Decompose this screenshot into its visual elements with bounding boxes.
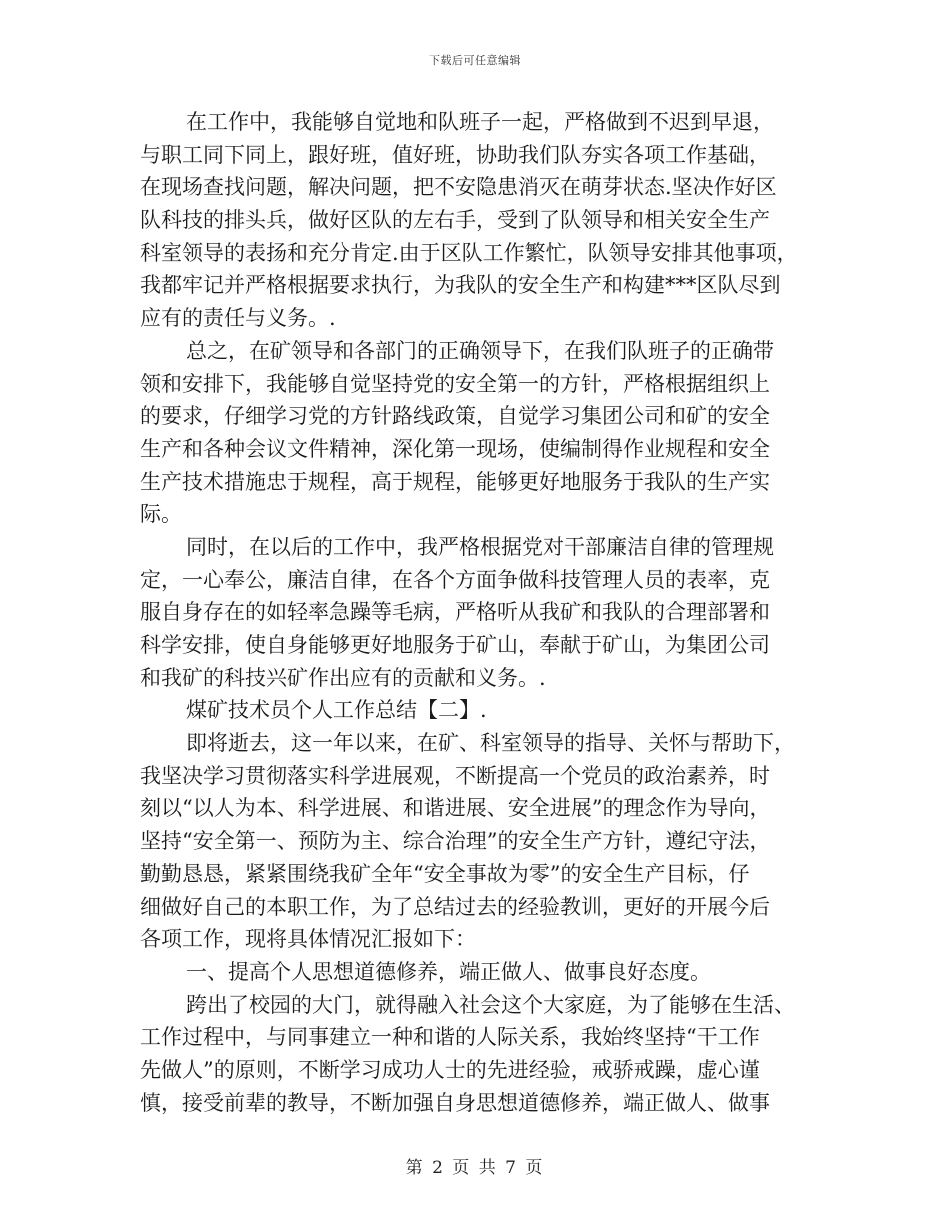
- text-line: 即将逝去，这一年以来，在矿、科室领导的指导、关怀与帮助下，: [186, 731, 795, 756]
- text-line: 坚持“安全第一、预防为主、综合治理”的安全生产方针，遵纪守法，: [140, 829, 771, 854]
- text-line: 慎，接受前辈的教导，不断加强自身思想道德修养，端正做人、做事: [140, 1090, 770, 1115]
- text-line: 先做人”的原则，不断学习成功人士的先进经验，戒骄戒躁，虚心谨: [140, 1057, 760, 1082]
- text-line: 和我矿的科技兴矿作出应有的贡献和义务。.: [140, 665, 546, 690]
- text-line: 刻以“以人为本、科学进展、和谐进展、安全进展”的理念作为导向，: [140, 796, 771, 821]
- text-line: 队科技的排头兵，做好区队的左右手，受到了队领导和相关安全生产: [140, 208, 770, 233]
- text-line: 勤勤恳恳，紧紧围绕我矿全年“安全事故为零”的安全生产目标，仔: [140, 861, 750, 886]
- text-line: 在工作中，我能够自觉地和队班子一起，严格做到不迟到早退，: [186, 110, 774, 134]
- text-line: 的要求，仔细学习党的方针路线政策，自觉学习集团公司和矿的安全: [140, 404, 770, 429]
- text-line: 领和安排下，我能够自觉坚持党的安全第一的方针，严格根据组织上: [140, 371, 770, 396]
- text-line: 生产技术措施忠于规程，高于规程，能够更好地服务于我队的生产实: [140, 469, 770, 494]
- text-line: 定，一心奉公，廉洁自律，在各个方面争做科技管理人员的表率，克: [140, 567, 770, 592]
- text-line: 科室领导的表扬和充分肯定.由于区队工作繁忙，队领导安排其他事项，: [140, 240, 798, 265]
- text-line: 与职工同下同上，跟好班，值好班，协助我们队夯实各项工作基础，: [140, 142, 770, 167]
- text-line: 跨出了校园的大门，就得融入社会这个大家庭，为了能够在生活、: [186, 992, 795, 1017]
- text-line: 我都牢记并严格根据要求执行，为我队的安全生产和构建***区队尽到: [140, 273, 781, 298]
- text-line: 服自身存在的如轻率急躁等毛病，严格听从我矿和我队的合理部署和: [140, 600, 770, 625]
- page-header-note: 下载后可任意编辑: [429, 54, 521, 67]
- text-line: 我坚决学习贯彻落实科学进展观，不断提高一个党员的政治素养，时: [140, 763, 770, 788]
- text-line: 际。: [140, 502, 182, 527]
- text-line: 工作过程中，与同事建立一种和谐的人际关系，我始终坚持“干工作: [140, 1025, 760, 1050]
- page-number-footer: 第 2 页 共 7 页: [405, 1158, 545, 1178]
- text-line: 科学安排，使自身能够更好地服务于矿山，奉献于矿山，为集团公司: [140, 633, 770, 657]
- text-line: 生产和各种会议文件精神，深化第一现场，使编制得作业规程和安全: [140, 436, 770, 461]
- text-line: 各项工作，现将具体情况汇报如下：: [140, 927, 476, 952]
- text-line: 应有的责任与义务。.: [140, 306, 336, 331]
- document-body: [140, 106, 810, 1119]
- text-line: 细做好自己的本职工作，为了总结过去的经验教训，更好的开展今后: [140, 894, 770, 919]
- text-line: 煤矿技术员个人工作总结【二】.: [186, 698, 487, 723]
- text-line: 同时，在以后的工作中，我严格根据党对干部廉洁自律的管理规: [186, 534, 774, 559]
- text-line: 总之，在矿领导和各部门的正确领导下，在我们队班子的正确带: [186, 338, 774, 363]
- text-line: 在现场查找问题，解决问题，把不安隐患消灭在萌芽状态.坚决作好区: [140, 175, 777, 200]
- text-line: 一、提高个人思想道德修养，端正做人、做事良好态度。: [186, 959, 711, 984]
